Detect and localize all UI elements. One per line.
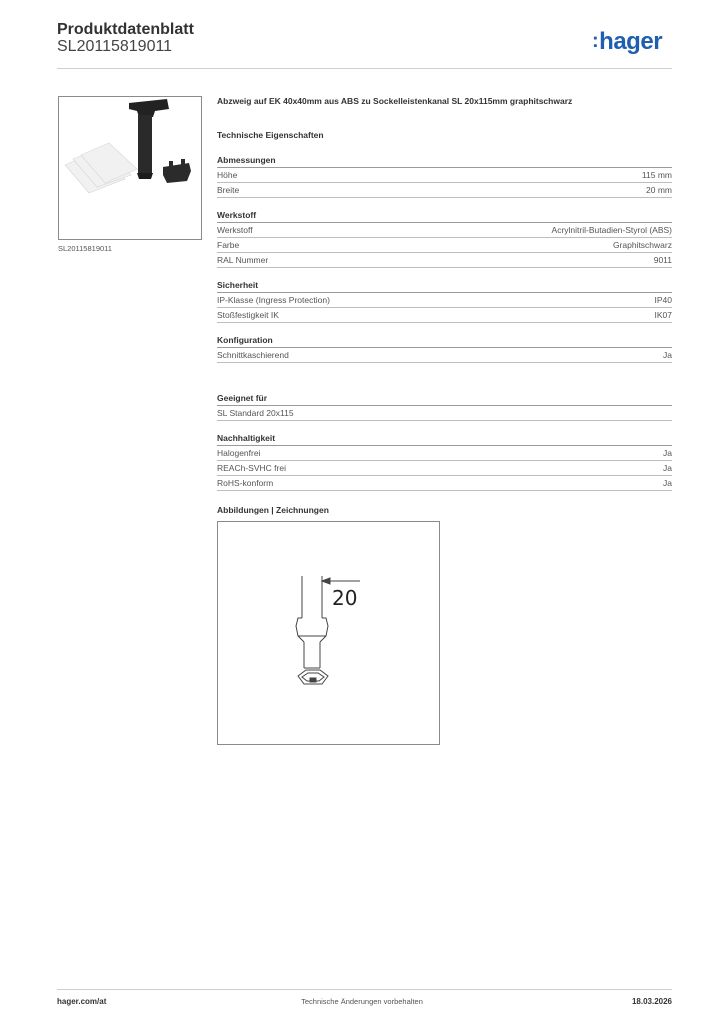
spec-row [217, 293, 672, 308]
section-title: Abmessungen [217, 154, 672, 168]
spec-label: Halogenfrei [217, 448, 261, 458]
product-photo-illustration [59, 97, 201, 239]
spec-row [217, 253, 672, 268]
spec-value: IK07 [654, 310, 672, 320]
spec-value: Ja [663, 448, 672, 458]
spec-row [217, 238, 672, 253]
spec-label: RoHS-konform [217, 478, 274, 488]
section-werkstoff [217, 209, 672, 268]
spec-label: Werkstoff [217, 225, 253, 235]
footer-website-link[interactable]: hager.com/at [57, 997, 107, 1006]
spec-label: REACh-SVHC frei [217, 463, 286, 473]
section-konfiguration [217, 334, 672, 363]
section-abmessungen [217, 154, 672, 198]
spec-value: 20 mm [646, 185, 672, 195]
logo-text: hager [599, 28, 663, 55]
section-title: Nachhaltigkeit [217, 432, 672, 446]
spec-value: IP40 [654, 295, 672, 305]
spec-value: Ja [663, 463, 672, 473]
spec-column [217, 96, 672, 517]
spec-row [217, 348, 672, 363]
spec-label: Breite [217, 185, 240, 195]
spec-row [217, 461, 672, 476]
spec-label: SL Standard 20x115 [217, 408, 294, 418]
section-spacer [217, 374, 672, 392]
spec-row [217, 446, 672, 461]
product-description: Abzweig auf EK 40x40mm aus ABS zu Sockelleistenkanal SL 20x115mm graphitschwarz [217, 96, 573, 106]
spec-label: Höhe [217, 170, 238, 180]
technical-heading: Technische Eigenschaften [217, 130, 324, 140]
footer-notice: Technische Änderungen vorbehalten [301, 997, 423, 1006]
photo-caption: SL20115819011 [58, 244, 112, 253]
spec-row [217, 183, 672, 198]
technical-drawing [217, 521, 440, 745]
footer-date: 18.03.2026 [631, 997, 672, 1006]
drawings-title: Abbildungen | Zeichnungen [217, 505, 329, 515]
header-divider [57, 68, 672, 69]
dimension-label: 20 [332, 586, 358, 610]
spec-row [217, 223, 672, 238]
page-title: Produktdatenblatt [57, 21, 194, 38]
spec-label: IP-Klasse (Ingress Protection) [217, 295, 330, 305]
spec-label: Farbe [217, 240, 240, 250]
technical-drawing-svg [218, 522, 439, 744]
spec-label: Stoßfestigkeit IK [217, 310, 279, 320]
footer-divider [57, 989, 672, 990]
spec-label: Schnittkaschierend [217, 350, 289, 360]
section-sicherheit [217, 279, 672, 323]
spec-row [217, 308, 672, 323]
section-title: Werkstoff [217, 209, 672, 223]
product-number: SL20115819011 [57, 38, 173, 55]
spec-row [217, 406, 672, 421]
spec-value: 115 mm [641, 170, 672, 180]
product-photo [58, 96, 202, 240]
spec-row [217, 476, 672, 491]
section-title: Konfiguration [217, 334, 672, 348]
section-nachhaltigkeit [217, 432, 672, 491]
section-geeignet-fuer [217, 392, 672, 421]
spec-label: RAL Nummer [217, 255, 269, 265]
spec-value: Ja [663, 478, 672, 488]
spec-value: 9011 [653, 255, 672, 265]
spec-value: Acrylnitril-Butadien-Styrol (ABS) [551, 225, 672, 235]
spec-value: Ja [663, 350, 672, 360]
spec-value: Graphitschwarz [612, 240, 672, 250]
section-title: Geeignet für [217, 392, 672, 406]
spec-row [217, 168, 672, 183]
section-title: Sicherheit [217, 279, 672, 293]
hager-logo: :hager [592, 28, 663, 55]
